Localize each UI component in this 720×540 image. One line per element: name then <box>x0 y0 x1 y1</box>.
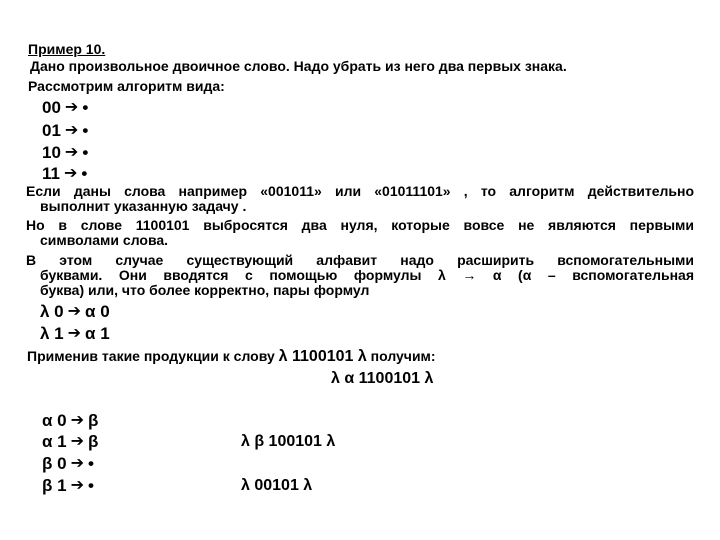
rule-rhs: β <box>88 411 99 430</box>
right-arrow-icon: ➔ <box>70 455 84 472</box>
rule-lhs: λ 1 <box>40 324 64 343</box>
rule-00 <box>42 98 88 118</box>
result-1: λ α 1100101 λ <box>331 370 434 387</box>
apply-prefix: Применив такие продукции к слову <box>27 348 279 364</box>
paragraph-3 <box>26 253 694 298</box>
rule-lhs: λ 0 <box>40 302 64 321</box>
apply-sentence <box>27 348 436 366</box>
right-arrow-icon: ➔ <box>67 303 82 320</box>
rule-lhs: β 1 <box>42 476 67 495</box>
intro-line-2: Рассмотрим алгоритм вида: <box>28 78 225 94</box>
right-arrow-icon: ➔ <box>64 122 79 139</box>
rule-11 <box>42 164 87 184</box>
rule-rhs: • <box>82 121 89 140</box>
paragraph-1-line-1: Если даны слова например «001011» или «01011101» , то алгоритм действительно <box>26 183 694 199</box>
rule-alpha-1 <box>42 432 98 452</box>
rule-10 <box>42 143 88 163</box>
right-arrow-icon: ➔ <box>70 433 85 450</box>
rule-rhs: β <box>88 432 99 451</box>
right-arrow-icon: ➔ <box>70 412 85 429</box>
rule-lhs: 01 <box>42 121 61 140</box>
result-3: λ 00101 λ <box>241 477 313 494</box>
lambda-rule-1 <box>40 324 110 344</box>
rule-beta-1 <box>42 476 94 496</box>
rule-rhs: • <box>82 98 89 117</box>
rule-lhs: α 1 <box>42 432 67 451</box>
result-2: λ β 100101 λ <box>241 433 336 450</box>
intro-line-1: Дано произвольное двоичное слово. Надо убрать из него два первых знака. <box>30 58 567 74</box>
rule-alpha-0 <box>42 411 98 431</box>
rule-rhs: α 1 <box>85 324 110 343</box>
apply-word: λ 1100101 λ <box>278 348 367 365</box>
rule-rhs: α 0 <box>85 302 110 321</box>
right-arrow-icon: ➔ <box>70 477 84 494</box>
rule-lhs: β 0 <box>42 454 67 473</box>
paragraph-2 <box>26 218 694 248</box>
paragraph-3-line-2: буквами. Они вводятся с помощью формулы λ → α (α – вспомогательная <box>40 267 694 283</box>
rule-rhs: • <box>87 454 94 473</box>
rule-rhs: • <box>87 476 94 495</box>
rule-01 <box>42 121 88 141</box>
rule-lhs: 00 <box>42 98 61 117</box>
apply-suffix: получим: <box>366 348 436 364</box>
paragraph-3-line-1: В этом случае существующий алфавит надо расширить вспомогательными <box>26 252 694 268</box>
lambda-rule-0 <box>40 302 110 322</box>
right-arrow-icon: ➔ <box>67 325 82 342</box>
paragraph-2-line-1: Но в слове 1100101 выбросятся два нуля, которые вовсе не являются первыми <box>26 217 694 233</box>
paragraph-1 <box>26 184 694 214</box>
right-arrow-icon: ➔ <box>64 99 79 116</box>
rule-lhs: α 0 <box>42 411 67 430</box>
paragraph-2-line-2: символами слова. <box>40 232 169 248</box>
right-arrow-icon: ➔ <box>63 165 78 182</box>
paragraph-3-line-3: буква) или, что более корректно, пары формул <box>40 282 370 298</box>
rule-rhs: • <box>81 164 88 183</box>
right-arrow-icon: ➔ <box>64 144 79 161</box>
example-title: Пример 10. <box>28 41 106 57</box>
rule-rhs: • <box>82 143 89 162</box>
rule-lhs: 10 <box>42 143 61 162</box>
rule-beta-0 <box>42 454 94 474</box>
paragraph-1-line-2: выполнит указанную задачу . <box>40 198 247 214</box>
rule-lhs: 11 <box>42 164 60 183</box>
